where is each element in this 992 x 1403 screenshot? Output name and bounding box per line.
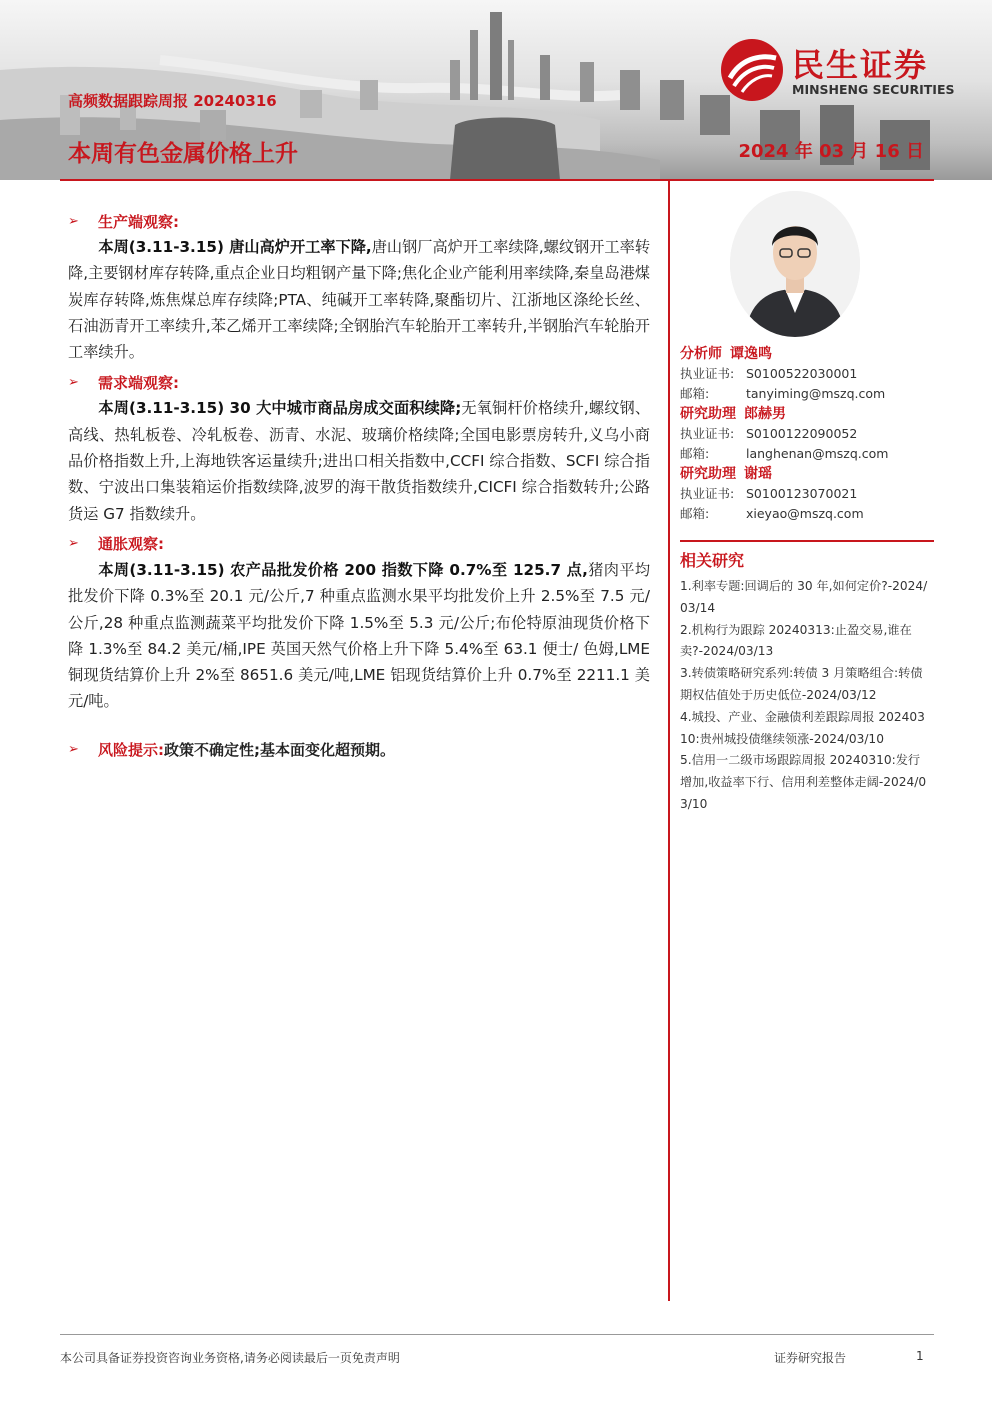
analyst-cert: 执业证书: S0100522030001 — [680, 366, 858, 381]
risk-label: 风险提示: — [98, 741, 164, 760]
header-divider — [60, 179, 934, 181]
analyst-heading: 分析师 谭逸鸣 — [680, 346, 772, 362]
analyst-heading: 研究助理 郎赫男 — [680, 406, 786, 422]
page-number: 1 — [916, 1349, 924, 1363]
related-item: 3.转债策略研究系列:转债 3 月策略组合:转债期权估值处于历史低位-2024/03/12 — [680, 666, 923, 702]
section-heading-inflation: ➢ 通胀观察: — [68, 535, 164, 554]
logo-chinese-name: 民生证券 — [792, 46, 929, 84]
section-paragraph-production: 本周(3.11-3.15) 唐山高炉开工率下降,唐山钢厂高炉开工率续降,螺纹钢开工率转降,主要钢材库存转降,重点企业日均粗钢产量下降;焦化企业产能利用率续降,秦皇岛港煤炭库存转降,炼焦煤总库存续降;PTA、纯碱开工率转降,聚酯切片、江浙地区涤纶长丝、石油沥青开工率续升,苯乙烯开工率续降;全钢胎汽车轮胎开工率转升,半钢胎汽车轮胎开工率续升。 — [68, 238, 651, 362]
footer-disclaimer: 本公司具备证券投资咨询业务资格,请务必阅读最后一页免责声明 — [60, 1351, 400, 1365]
related-item: 5.信用一二级市场跟踪周报 20240310:发行增加,收益率下行、信用利差整体走阔-2024/03/10 — [680, 753, 927, 811]
analyst-email: 邮箱: tanyiming@mszq.com — [680, 386, 886, 401]
logo-english-name: MINSHENG SECURITIES — [792, 82, 955, 97]
related-item: 1.利率专题:回调后的 30 年,如何定价?-2024/03/14 — [680, 579, 928, 615]
chevron-right-icon: ➢ — [68, 742, 79, 758]
section-paragraph-inflation: 本周(3.11-3.15) 农产品批发价格 200 指数下降 0.7%至 125.7 点,猪肉平均批发价下降 0.3%至 20.1 元/公斤,7 种重点监测水果平均批发价上升 2.5%至 7.5 元/公斤,28 种重点监测蔬菜平均批发价下降 1.5%至 5.3 元/公斤;布伦特原油现货价格下降 1.3%至 84.2 美元/桶,IPE 英国天然气价格上升下降 5.4%至 63.1 便士/ 色姆,LME 铜现货结算价上升 2%至 8651.6 美元/吨,LME 铝现货结算价上升 0.7%至 2211.1 美元/吨。 — [68, 560, 651, 711]
minsheng-logo-icon — [720, 38, 784, 102]
analyst-photo — [730, 191, 860, 337]
analyst-email: 邮箱: xieyao@mszq.com — [680, 506, 864, 521]
company-logo — [720, 38, 970, 108]
analyst-cert: 执业证书: S0100123070021 — [680, 486, 858, 501]
chevron-right-icon: ➢ — [68, 213, 79, 229]
analyst-cert: 执业证书: S0100122090052 — [680, 426, 858, 441]
related-divider — [680, 540, 934, 542]
chevron-right-icon: ➢ — [68, 374, 79, 390]
main-content — [68, 208, 650, 763]
report-date: 2024 年 03 月 16 日 — [738, 141, 924, 162]
report-title: 本周有色金属价格上升 — [68, 141, 298, 167]
risk-warning — [68, 737, 650, 763]
risk-text: 政策不确定性;基本面变化超预期。 — [164, 741, 396, 760]
analyst-email: 邮箱: langhenan@mszq.com — [680, 446, 889, 461]
section-heading-production: ➢ 生产端观察: — [68, 212, 179, 231]
section-heading-demand: ➢ 需求端观察: — [68, 373, 179, 392]
footer-divider — [60, 1334, 934, 1335]
header-banner — [0, 0, 992, 180]
chevron-right-icon: ➢ — [68, 536, 79, 552]
analyst-heading: 研究助理 谢瑶 — [680, 466, 772, 482]
report-type: 高频数据跟踪周报 20240316 — [68, 92, 277, 110]
column-divider — [668, 181, 670, 1301]
related-item: 4.城投、产业、金融债利差跟踪周报 20240310:贵州城投债继续领涨-2024/03/10 — [680, 709, 925, 746]
section-paragraph-demand: 本周(3.11-3.15) 30 大中城市商品房成交面积续降;无氧铜杆价格续升,螺纹钢、高线、热轧板卷、冷轧板卷、沥青、水泥、玻璃价格续降;全国电影票房转升,义乌小商品价格指数上升,上海地铁客运量续升;进出口相关指数中,CCFI 综合指数、SCFI 综合指数、宁波出口集装箱运价指数续降,波罗的海干散货指数续升,CICFI 综合指数转升;公路货运 G7 指数续升。 — [68, 399, 651, 523]
analyst-list — [680, 344, 934, 524]
related-research-list — [680, 576, 930, 816]
related-research-title: 相关研究 — [680, 551, 745, 570]
analyst-portrait-icon — [730, 191, 860, 337]
related-item: 2.机构行为跟踪 20240313:止盈交易,谁在卖?-2024/03/13 — [680, 622, 912, 659]
footer-doc-type: 证券研究报告 — [774, 1351, 847, 1365]
